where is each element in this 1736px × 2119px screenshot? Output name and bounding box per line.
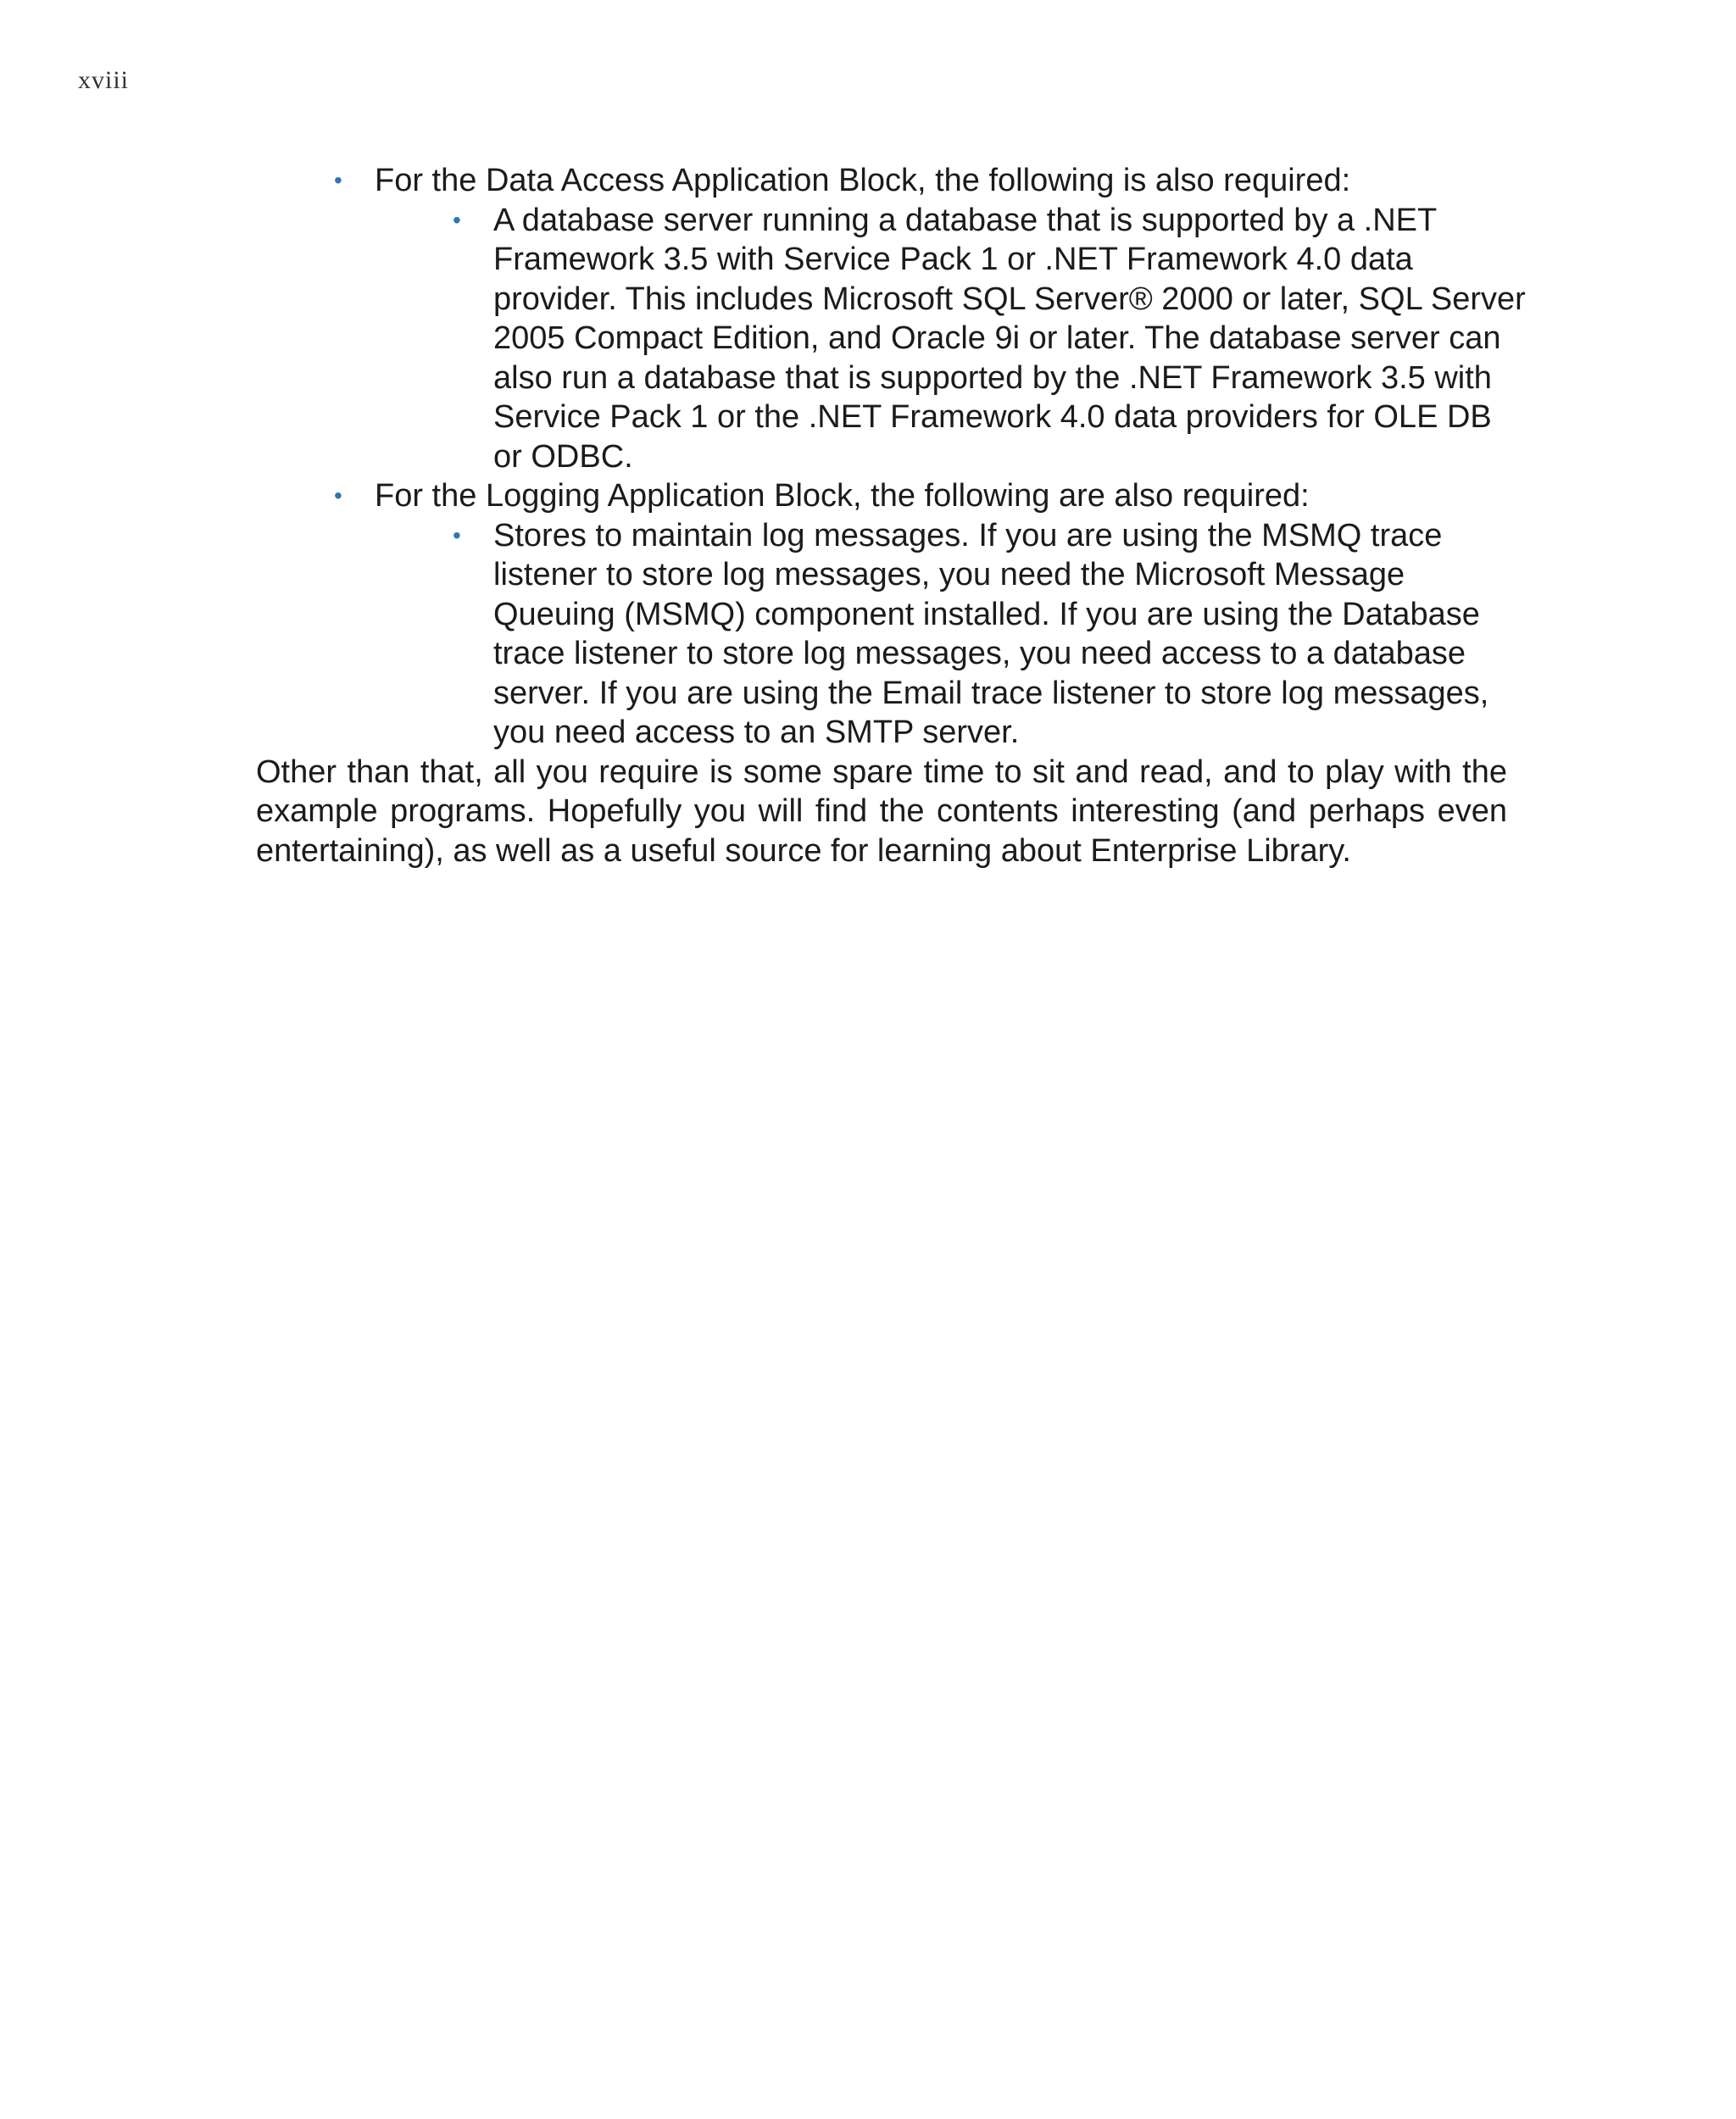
bullet-icon: • — [453, 521, 461, 548]
sub-list-item — [375, 201, 1526, 477]
bullet-icon: • — [334, 167, 342, 193]
sub-list-item-text: A database server running a database that is supported by a .NET Framework 3.5 with Service Pack 1 or .NET Framework 4.0 data provider. This includes Microsoft SQL Server® 2000 or later, SQL Server 2005 Compact Edition, and Oracle 9i or later. The database server can also run a database that is supported by the .NET Framework 3.5 with Service Pack 1 or the .NET Framework 4.0 data providers for OLE DB or ODBC. — [493, 202, 1526, 475]
page-content — [256, 161, 1526, 870]
sub-list — [375, 516, 1507, 753]
bullet-icon: • — [334, 482, 342, 509]
sub-list-item — [375, 516, 1507, 753]
page-number: xviii — [78, 66, 130, 94]
list-item-text: For the Logging Application Block, the following are also required: — [375, 478, 1310, 514]
sub-list — [375, 201, 1526, 477]
list-item — [256, 476, 1507, 753]
bullet-icon: • — [453, 206, 461, 233]
list-item — [256, 161, 1526, 476]
sub-list-item-text: Stores to maintain log messages. If you are using the MSMQ trace listener to store log messages, you need the Microsoft Message Queuing (MSMQ) component installed. If you are using the Database trace listener to store log messages, you need access to a database server. If you are using the Email trace listener to store log messages, you need access to an SMTP server. — [493, 517, 1489, 750]
requirements-list — [256, 161, 1526, 753]
closing-paragraph: Other than that, all you require is some spare time to sit and read, and to play with the example programs. Hopefully you will find the contents interesting (and perhaps even entertaining), as well as a useful source for learning about Enterprise Library. — [256, 754, 1507, 869]
list-item-text: For the Data Access Application Block, the following is also required: — [375, 163, 1351, 198]
